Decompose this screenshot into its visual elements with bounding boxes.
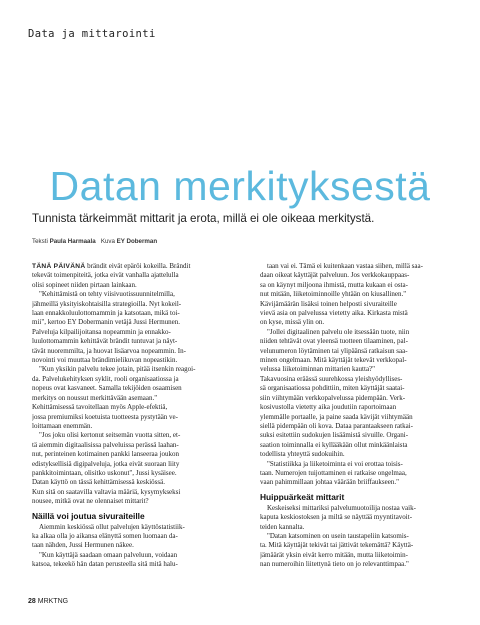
body-text-line: on kyse, missä ylin on. bbox=[260, 318, 325, 327]
right-column-paragraphs-2 bbox=[260, 504, 450, 570]
body-text-line: novointi voi muuttaa brändimielikuvan nopeastikin. bbox=[32, 356, 178, 365]
body-text-line: taan nähden, Jussi Hermunen näkee. bbox=[32, 541, 134, 550]
body-text-line: edistyksellisiä digipalveluja, jotka eivät suoraan liity bbox=[32, 459, 180, 468]
body-text-line: velussa liiketoiminnan mittarien kautta?" bbox=[260, 365, 376, 374]
body-text-line: ka alkaa olla jo aikansa elänyttä somen luomaan da- bbox=[32, 531, 178, 540]
body-text-line: siellä pidempään oli kova. Dataa parantaakseen ratkai- bbox=[260, 421, 413, 430]
body-text-line: tä aiemmin digitaalisissa palveluissa perässä laahan- bbox=[32, 440, 179, 449]
section-label: Data ja mittarointi bbox=[28, 28, 156, 40]
text-credit-label: Teksti bbox=[32, 238, 48, 245]
body-text-line: velunumeron löytäminen tai ylipäänsä ratkaisun saa- bbox=[260, 346, 408, 355]
body-text-line: "Jos joku olisi kertonut seitsemän vuotta sitten, et- bbox=[39, 431, 181, 440]
body-text-line: loittamaan enemmän. bbox=[32, 421, 93, 430]
body-text-line: luulottomammin kehittävät brändit tuntuvat ja näyt- bbox=[32, 337, 178, 346]
body-text-line: Aiemmin keskiössä ollut palvelujen käyttöstatistiik- bbox=[39, 522, 185, 531]
article-credits bbox=[32, 238, 157, 245]
body-text-line: Takavuosina eräässä suurehkossa yleishyödyllises- bbox=[260, 374, 403, 383]
body-text-line bbox=[32, 262, 222, 271]
body-text-line: Palveluja kilpailijoitansa nopeammin ja ennakko- bbox=[32, 327, 171, 336]
body-text-line: sa on käynyt miljoona ihmistä, mutta kukaan ei osta- bbox=[260, 280, 408, 289]
body-text-line: nut mitään, liiketoiminnoille yhtään on kiusallinen." bbox=[260, 290, 407, 299]
body-text-line: sä organisaatiossa pohdittiin, miten käyttäjät saatai- bbox=[260, 384, 405, 393]
body-text-line: tekevät toimenpiteitä, jotka eivät vanhalla ajattelulla bbox=[32, 271, 179, 280]
body-text-line: nut, perinteinen kotimainen pankki lanseeraa joukon bbox=[32, 450, 179, 459]
magazine-name: MRKTNG bbox=[37, 598, 69, 605]
article-headline: Datan merkityksestä bbox=[49, 163, 431, 209]
body-text-line: "Kun käyttäjä saadaan omaan palveluun, voidaan bbox=[39, 550, 178, 559]
page-number: 28 bbox=[28, 598, 36, 605]
body-text-line: vievä asia on palvelussa vietetty aika. Kirkasta mistä bbox=[260, 309, 408, 318]
body-text-line: "Kehittämistä on tehty viisivuotissuunnitelmilla, bbox=[39, 290, 175, 299]
body-text-line: minen ongelmaan. Mitä käyttäjät tekevät verkkopal- bbox=[260, 356, 407, 365]
body-text-fragment: brändit eivät epäröi kokeilla. Brändit bbox=[85, 262, 191, 270]
body-text-line: ta. Mitä käyttäjät tekivät tai jättivät tekemättä? Käyttä- bbox=[260, 541, 414, 550]
body-text-line: "Statistiikka ja liiketoiminta ei voi erottaa toisis- bbox=[267, 459, 403, 468]
subheading-key-metrics: Huippuärkeät mittarit bbox=[260, 491, 345, 502]
body-text-line: "Datan katsominen on usein taustapeliin katsomis- bbox=[267, 531, 409, 540]
body-text-line: da. Palvelukehityksen syklit, rooli organisaatiossa ja bbox=[32, 374, 179, 383]
body-text-line: ylemmälle portaalle, ja paine saada kävijät viihtymään bbox=[260, 412, 413, 421]
article-lead: Tunnista tärkeimmät mittarit ja erota, millä ei ole oikeaa merkitystä. bbox=[32, 212, 375, 225]
body-column-left bbox=[32, 262, 222, 570]
body-text-line: nan numeroihin liitettynä tieto on jo relevanttimpaa." bbox=[260, 560, 409, 569]
body-text-line: tävät nuoremmilta, ja huovat lisäarvoa nopeammin. In- bbox=[32, 346, 186, 355]
body-text-line: kosivustolla vietetty aika joudutiin raportoimaan bbox=[260, 403, 397, 412]
body-text-line: jämäärät yksin eivät kerro mitään, mutta liiketoimin- bbox=[260, 550, 408, 559]
text-credit-author: Paula Harmaala bbox=[49, 238, 96, 245]
body-text-line: pankkitoimintaan, olisitko uskonut", Jussi kysäisee. bbox=[32, 468, 177, 477]
body-text-line: mii", kertoo EY Dobermanin vetäjä Jussi Hermunen. bbox=[32, 318, 181, 327]
lede-start: TÄNÄ PÄIVÄNÄ bbox=[32, 263, 86, 270]
body-text-line: nopeus ovat kasvaneet. Samalla tekijöiden osaamisen bbox=[32, 384, 182, 393]
body-text-line: Kehittämisessä tavoitellaan myös Apple-efektiä, bbox=[32, 403, 168, 412]
body-text-line: vaan pahimmillaan johtaa väärään briiffaukseen." bbox=[260, 478, 399, 487]
left-column-paragraphs-2 bbox=[32, 523, 222, 570]
body-text-line: suksi esitettiin sudokujen lisäämistä sivuille. Organi- bbox=[260, 431, 409, 440]
body-text-line: merkitys on noussut merkittävään asemaan." bbox=[32, 393, 158, 402]
body-text-line: laan ennakkoluulottomammin ja katsotaan, mikä toi- bbox=[32, 309, 180, 318]
body-text-line: taan vai ei. Tämä ei kuitenkaan vastaa siihen, millä saa- bbox=[267, 262, 423, 270]
body-text-line: katsoa, tekeekö hän datan perusteella sitä mitä halu- bbox=[32, 560, 178, 569]
body-text-line: niiden tehtävät ovat yleensä tuotteen tilaaminen, pal- bbox=[260, 337, 408, 346]
right-column-paragraphs bbox=[260, 262, 450, 488]
body-text-line: Datan käyttö on tässä kehittämisessä keskiössä. bbox=[32, 478, 165, 487]
body-text-line: saation toiminnalla ei kyllääkään ollut minkäänlaista bbox=[260, 440, 408, 449]
body-text-line: kaputa keskiostoksen ja miltä se näyttää myyntitavoit- bbox=[260, 513, 413, 522]
body-text-line: jossa premiumiksi koetuista tuotteesta pystytään ve- bbox=[32, 412, 178, 421]
left-column-paragraphs bbox=[32, 262, 222, 507]
body-text-line: Kun sitä on saatavilla valtavia määriä, kysymykseksi bbox=[32, 487, 181, 496]
body-text-line: nousee, mitkä ovat ne olennaiset mittarit? bbox=[32, 497, 149, 506]
page-footer bbox=[28, 598, 68, 605]
body-text-line: siin viihtymään verkkopalvelussa pidempään. Verk- bbox=[260, 393, 406, 402]
body-text-line: "Jollei digitaalinen palvelu ole itsessään tuote, niin bbox=[267, 327, 410, 336]
body-text-line: jähmeillä yksityiskohtaisilla strategioilla. Nyt kokeil- bbox=[32, 299, 182, 308]
body-text-line: "Kun yksikin palvelu tekee jotain, pitää itsenkin reagoi- bbox=[39, 365, 196, 374]
body-text-line: teiden kannalta. bbox=[260, 522, 305, 531]
body-text-line: Keskeiseksi mittariksi palvelumuotoilija nostaa vaik- bbox=[267, 503, 416, 512]
subheading-sidetracks: Näillä voi joutua sivuraiteille bbox=[32, 510, 145, 521]
body-text-line: olisi sopineet niiden pirtaan lainkaan. bbox=[32, 280, 137, 289]
body-text-line: Kävijämäärän lisäksi toinen helposti sivuraiteille bbox=[260, 299, 397, 308]
body-text-line: daan oikeat käyttäjät palveluun. Jos verkkokauppaas- bbox=[260, 271, 410, 280]
body-column-right bbox=[260, 262, 450, 570]
photo-credit-author: EY Doberman bbox=[116, 238, 158, 245]
photo-credit-label: Kuva bbox=[100, 238, 115, 245]
body-text-line: todellista yhteyttä sudokuihin. bbox=[260, 450, 345, 459]
body-text-line: taan. Numerojen tuijottaminen ei ratkaise ongelmaa, bbox=[260, 468, 407, 477]
